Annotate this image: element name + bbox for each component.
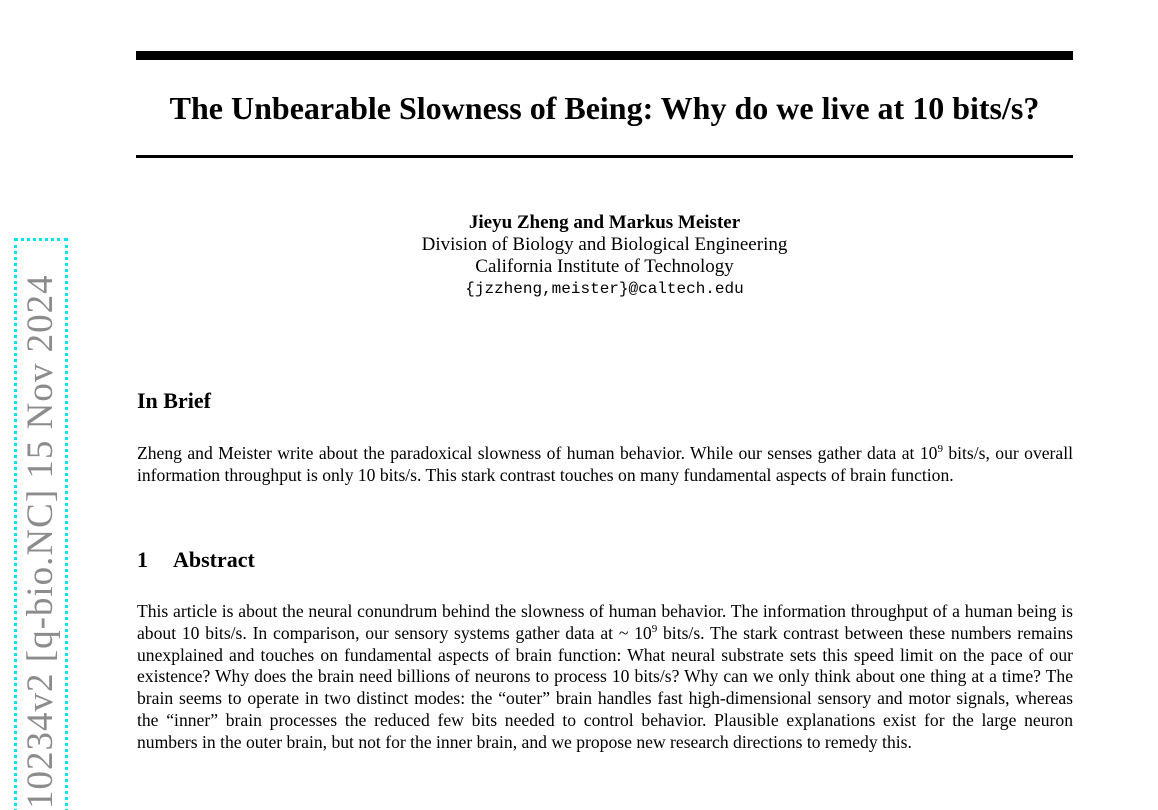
abstract-paragraph [137, 601, 1073, 754]
author-institution: California Institute of Technology [475, 256, 734, 277]
in-brief-heading: In Brief [137, 388, 211, 413]
abstract-exponent: 9 [651, 622, 658, 635]
abstract-text-1: This article is about the neural conundrum behind the slowness of human behavior. The information throughput of a human being is about 10 bits/s. In comparison, our sensory systems gather data at ~ 10 [137, 601, 1073, 643]
section-number: 1 [137, 547, 148, 572]
abstract-heading [137, 546, 255, 574]
abstract-text-2: bits/s. The stark contrast between these numbers remains unexplained and touches on fundamental aspects of brain function: What neural substrate sets this speed limit on the pace of our existence? Why does the brain need billions of neurons to process 10 bits/s? Why can we only think about one thing at a time? The brain seems to operate in two distinct modes: the “outer” brain handles fast high-dimensional sensory and motor signals, whereas the “inner” brain processes the reduced few bits needed to control behavior. Plausible explanations exist for the large neuron numbers in the outer brain, but not for the inner brain, and we propose new research directions to remedy this. [137, 622, 1074, 752]
in-brief-text-2: bits/s, our overall information throughput is only 10 bits/s. This stark contrast touches on many fundamental aspects of brain function. [137, 443, 1073, 485]
author-email[interactable]: {jzzheng,meister}@caltech.edu [465, 280, 744, 298]
in-brief-paragraph [137, 443, 1073, 487]
title-top-rule [136, 51, 1073, 60]
title-bottom-rule [136, 155, 1073, 158]
author-block [136, 212, 1073, 300]
paper-title: The Unbearable Slowness of Being: Why do we live at 10 bits/s? [169, 90, 1040, 126]
in-brief-exponent: 9 [937, 443, 943, 455]
arxiv-identifier: 10234v2 [q-bio.NC] 15 Nov 2024 [20, 274, 61, 809]
author-department: Division of Biology and Biological Engineering [421, 234, 788, 255]
author-names: Jieyu Zheng and Markus Meister [468, 212, 741, 233]
in-brief-text-1: Zheng and Meister write about the paradoxical slowness of human behavior. While our senses gather data at 10 [137, 443, 938, 463]
section-title: Abstract [173, 547, 255, 572]
arxiv-sidebar-stamp [14, 238, 68, 810]
